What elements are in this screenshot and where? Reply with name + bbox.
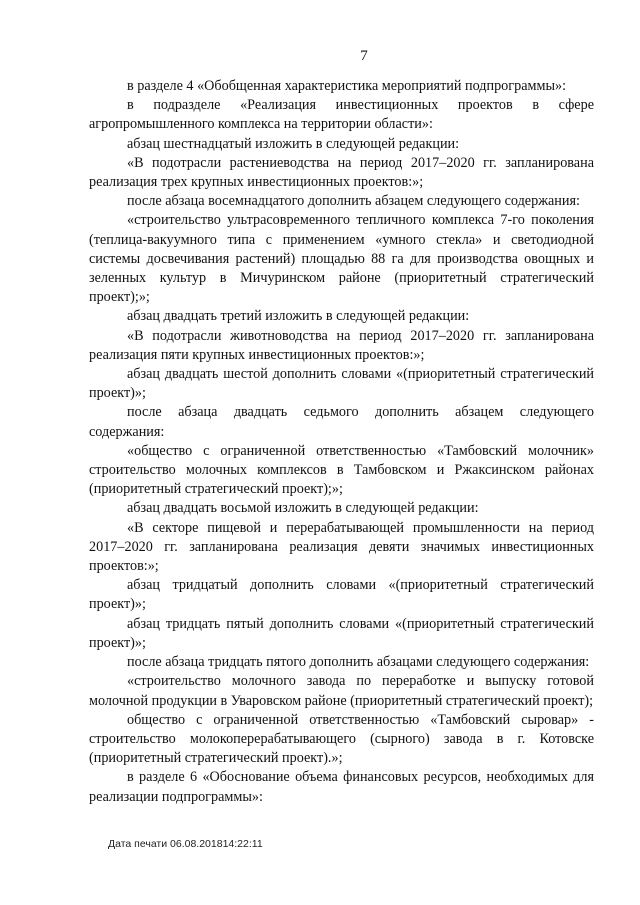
page-number: 7 xyxy=(360,48,368,64)
document-body xyxy=(89,77,594,807)
paragraph: «В подотрасли растениеводства на период 2017–2020 гг. запланирована реализация трех крупных инвестиционных проектов:»; xyxy=(89,154,594,191)
paragraph: абзац шестнадцатый изложить в следующей редакции: xyxy=(127,135,460,152)
paragraph: в разделе 4 «Обобщенная характеристика мероприятий подпрограммы»: xyxy=(127,78,567,94)
paragraph: в подразделе «Реализация инвестиционных проектов в сфере агропромышленного комплекса на территории области»: xyxy=(89,97,594,133)
paragraph: абзац двадцать третий изложить в следующей редакции: xyxy=(127,308,470,325)
paragraph: «общество с ограниченной ответственностью «Тамбовский молочник» строительство молочных комплексов в Тамбовском и Ржаксинском районах (приоритетный стратегический проект);»; xyxy=(89,442,594,498)
paragraph: абзац тридцать пятый дополнить словами «(приоритетный стратегический проект)»; xyxy=(89,615,594,651)
paragraph: после абзаца тридцать пятого дополнить абзацами следующего содержания: xyxy=(127,654,590,671)
paragraph: в разделе 6 «Обоснование объема финансовых ресурсов, необходимых для реализации подпрограммы»: xyxy=(89,769,594,805)
paragraph: общество с ограниченной ответственностью «Тамбовский сыровар» - строительство молокоперерабатывающего (сырного) завода в г. Котовске (приоритетный стратегический проект).»; xyxy=(89,711,594,767)
paragraph: «В секторе пищевой и перерабатывающей промышленности на период 2017–2020 гг. запланирована реализация девяти значимых инвестиционных проектов:»; xyxy=(89,519,594,575)
paragraph: абзац двадцать восьмой изложить в следующей редакции: xyxy=(127,500,479,517)
paragraph: «строительство молочного завода по переработке и выпуску готовой молочной продукции в Уваровском районе (приоритетный стратегический проект); xyxy=(89,673,594,709)
paragraph: «строительство ультрасовременного тепличного комплекса 7-го поколения (теплица-вакуумного типа с применением «умного стекла» и светодиодной системы досвечивания растений) площадью 88 га для производства овощных и зеленных культур в Мичуринском районе (приоритетный стратегический проект);»; xyxy=(89,212,594,306)
paragraph: абзац двадцать шестой дополнить словами «(приоритетный стратегический проект)»; xyxy=(89,366,594,402)
paragraph: «В подотрасли животноводства на период 2017–2020 гг. запланирована реализация пяти крупных инвестиционных проектов:»; xyxy=(89,327,594,363)
paragraph: абзац тридцатый дополнить словами «(приоритетный стратегический проект)»; xyxy=(89,577,594,613)
paragraph: после абзаца двадцать седьмого дополнить абзацем следующего содержания: xyxy=(89,404,594,440)
paragraph: после абзаца восемнадцатого дополнить абзацем следующего содержания: xyxy=(127,193,580,210)
print-date-footer: Дата печати 06.08.201814:22:11 xyxy=(108,838,263,850)
